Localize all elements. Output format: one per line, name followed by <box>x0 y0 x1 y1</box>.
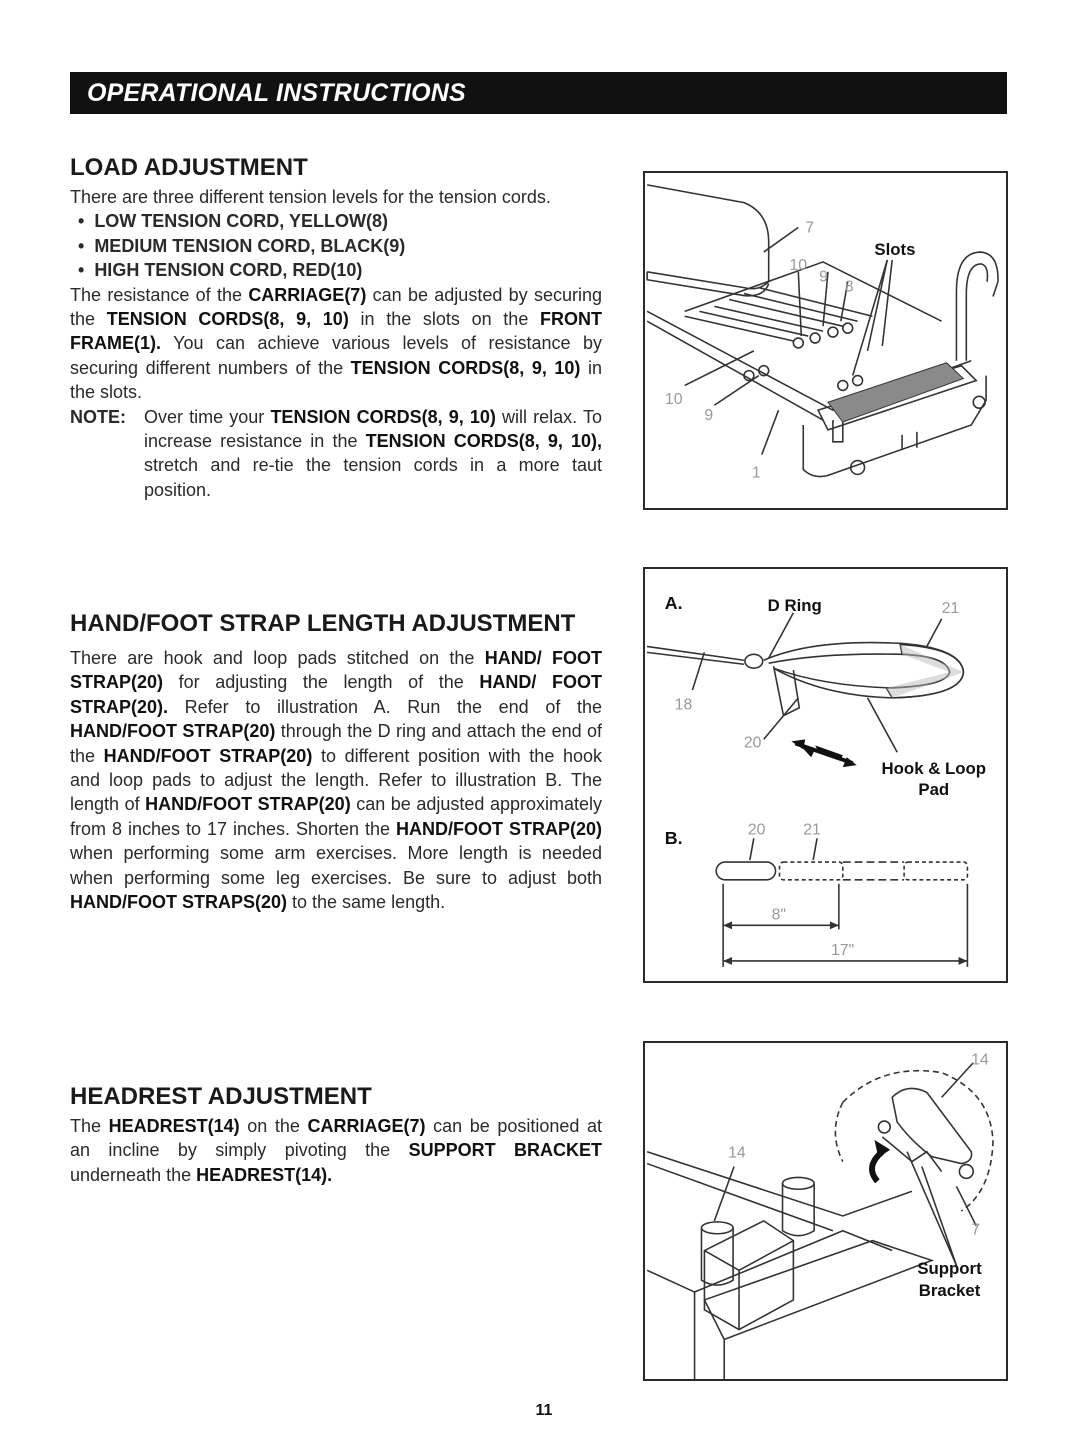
bracket-label: Bracket <box>918 1280 981 1300</box>
callout-21-b: 21 <box>803 821 821 839</box>
load-description: The resistance of the CARRIAGE(7) can be adjusted by securing the TENSION CORDS(8, 9, 10) in the slots on the FRONT FRAME(1). You can achieve various levels of resistance by securing different numbers of the TENSION CORDS(8, 9, 10) in the slots. <box>70 284 603 403</box>
callout-8: 8 <box>844 278 854 296</box>
hook-loop-label: Hook & Loop <box>881 759 987 779</box>
note-text: Over time your TENSION CORDS(8, 9, 10) will relax. To increase resistance in the TENSION CORDS(8, 9, 10), stretch and re-tie the tension cords in a more taut position. <box>144 406 602 500</box>
callout-1: 1 <box>751 464 761 482</box>
callout-9-bottom: 9 <box>704 407 714 425</box>
tension-cord-list <box>70 209 602 282</box>
callout-20-b: 20 <box>747 821 766 839</box>
callout-14-zoom: 14 <box>971 1051 989 1069</box>
strap-adjustment-body: There are hook and loop pads stitched on the HAND/ FOOT STRAP(20) for adjusting the length of the HAND/ FOOT STRAP(20). Refer to illustration A. Run the end of the HAND/FOOT STRAP(20) through the D ring and attach the end of the HAND/FOOT STRAP(20) to different position with the hook and loop pads to adjust the length. Refer to illustration B. The length of HAND/FOOT STRAP(20) can be adjusted approximately from 8 inches to 17 inches. Shorten the HAND/FOOT STRAP(20) when performing some arm exercises. More length is needed when performing some leg exercises. Be sure to adjust both HAND/FOOT STRAPS(20) to the same length. <box>70 648 602 913</box>
headrest-illustration <box>643 1041 1008 1381</box>
callout-9-top: 9 <box>819 268 828 286</box>
list-item: • LOW TENSION CORD, YELLOW(8) <box>70 209 602 233</box>
page-number: 11 <box>535 1402 553 1419</box>
callout-10-bottom: 10 <box>664 391 683 409</box>
callout-7: 7 <box>971 1221 981 1239</box>
callout-14: 14 <box>728 1144 746 1162</box>
strap-adjustment-title: HAND/FOOT STRAP LENGTH ADJUSTMENT <box>70 610 576 637</box>
load-adjustment-body <box>70 185 602 502</box>
illustration-b-label: B. <box>664 828 683 849</box>
d-ring-label: D Ring <box>767 595 822 615</box>
slots-label: Slots <box>874 240 916 260</box>
illustration-a-label: A. <box>664 592 683 613</box>
callout-10-top: 10 <box>789 256 808 274</box>
strap-illustration <box>643 567 1008 983</box>
load-intro: There are three different tension levels for the tension cords. <box>70 187 551 207</box>
dimension-17-inch: 17" <box>830 942 855 960</box>
callout-20-a: 20 <box>743 734 762 752</box>
headrest-adjustment-body: The HEADREST(14) on the CARRIAGE(7) can be positioned at an incline by simply pivoting the SUPPORT BRACKET underneath the HEADREST(14). <box>70 1116 602 1185</box>
list-item: • MEDIUM TENSION CORD, BLACK(9) <box>70 234 602 258</box>
frame-slots-drawing <box>645 173 1006 508</box>
headrest-adjustment-title: HEADREST ADJUSTMENT <box>70 1083 372 1110</box>
list-item: • HIGH TENSION CORD, RED(10) <box>70 258 602 282</box>
support-label: Support <box>917 1259 982 1279</box>
tension-cord-illustration <box>643 171 1008 510</box>
callout-21-a: 21 <box>941 599 960 617</box>
load-note <box>70 405 602 503</box>
dimension-8-inch: 8" <box>771 906 787 924</box>
callout-7: 7 <box>805 219 815 237</box>
strap-drawing <box>645 569 1006 981</box>
pad-label: Pad <box>918 779 950 799</box>
load-adjustment-title: LOAD ADJUSTMENT <box>70 154 308 181</box>
callout-18: 18 <box>674 696 693 714</box>
headrest-drawing <box>645 1043 1006 1379</box>
note-label: NOTE: <box>70 406 126 427</box>
section-header-banner: OPERATIONAL INSTRUCTIONS <box>70 72 1007 114</box>
